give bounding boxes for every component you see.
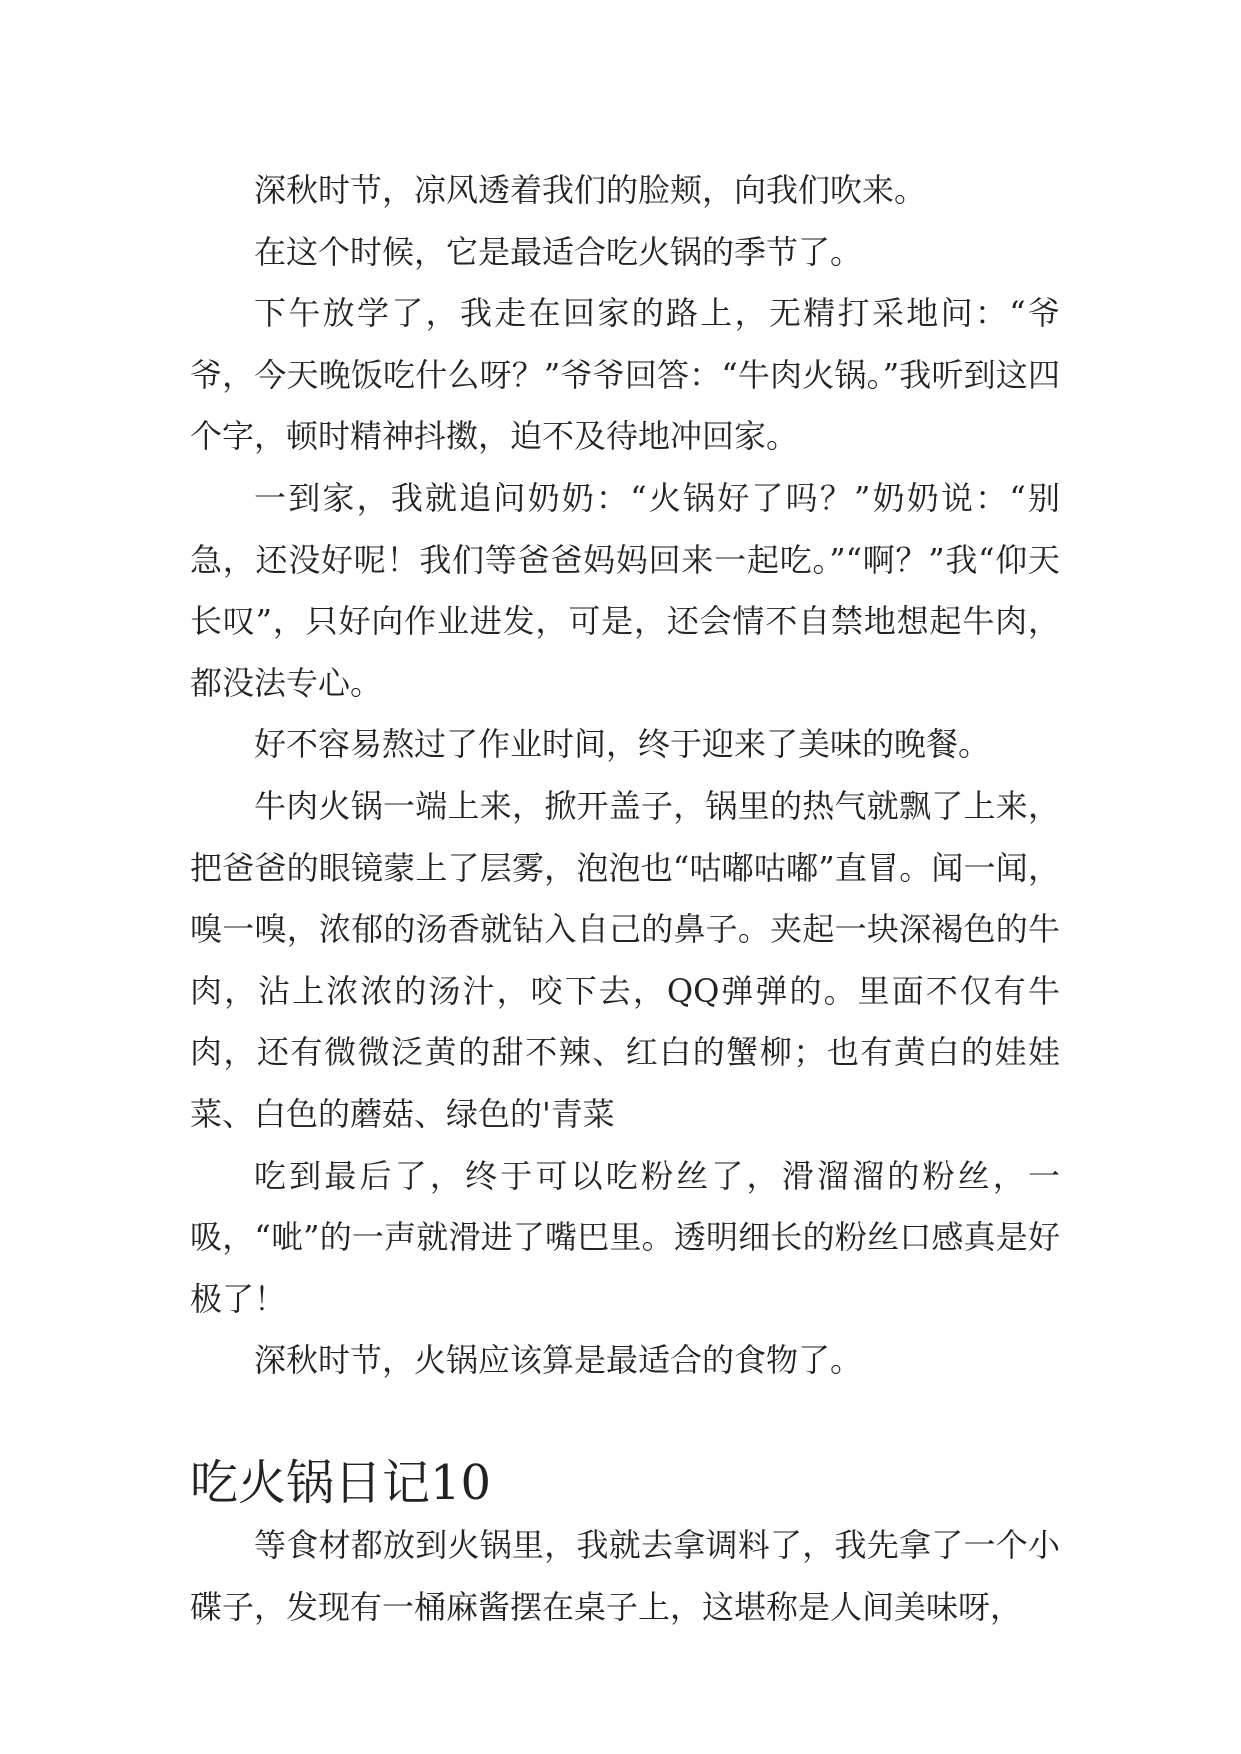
paragraph: 在这个时候，它是最适合吃火锅的季节了。	[254, 232, 863, 271]
paragraph: 深秋时节，凉风透着我们的脸颊，向我们吹来。	[254, 171, 927, 209]
paragraph: 牛肉火锅一端上来，掀开盖子，锅里的热气就飘了上来，把爸爸的眼镜蒙上了层雾，泡泡也“咕嘟咕嘟”直冒。闻一闻，嗅一嗅，浓郁的汤香就钻入自己的鼻子。夹起一块深褐色的牛肉，沾上浓浓的汤汁，咬下去，QQ弹弹的。里面不仅有牛肉，还有微微泛黄的甜不辣、红白的蟹柳；也有黄白的娃娃菜、白色的蘑菇、绿色的'青菜	[190, 786, 1060, 1133]
paragraph: 深秋时节，火锅应该算是最适合的食物了。	[254, 1341, 863, 1380]
paragraph: 好不容易熬过了作业时间，终于迎来了美味的晚餐。	[254, 725, 991, 764]
paragraph: 吃到最后了，终于可以吃粉丝了，滑溜溜的粉丝，一吸，“呲”的一声就滑进了嘴巴里。透明细长的粉丝口感真是好极了！	[190, 1156, 1060, 1318]
section-title: 吃火锅日记10	[190, 1455, 492, 1512]
paragraph: 下午放学了，我走在回家的路上，无精打采地问：“爷爷，今天晚饭吃什么呀？”爷爷回答：“牛肉火锅。”我听到这四个字，顿时精神抖擞，迫不及待地冲回家。	[190, 294, 1060, 456]
paragraph: 等食材都放到火锅里，我就去拿调料了，我先拿了一个小碟子，发现有一桶麻酱摆在桌子上，这堪称是人间美味呀，	[190, 1526, 1060, 1626]
paragraph: 一到家，我就追问奶奶：“火锅好了吗？”奶奶说：“别急，还没好呢！我们等爸爸妈妈回来一起吃。”“啊？”我“仰天长叹”，只好向作业进发，可是，还会情不自禁地想起牛肉，都没法专心。	[190, 478, 1060, 702]
document-body	[190, 160, 1060, 1638]
